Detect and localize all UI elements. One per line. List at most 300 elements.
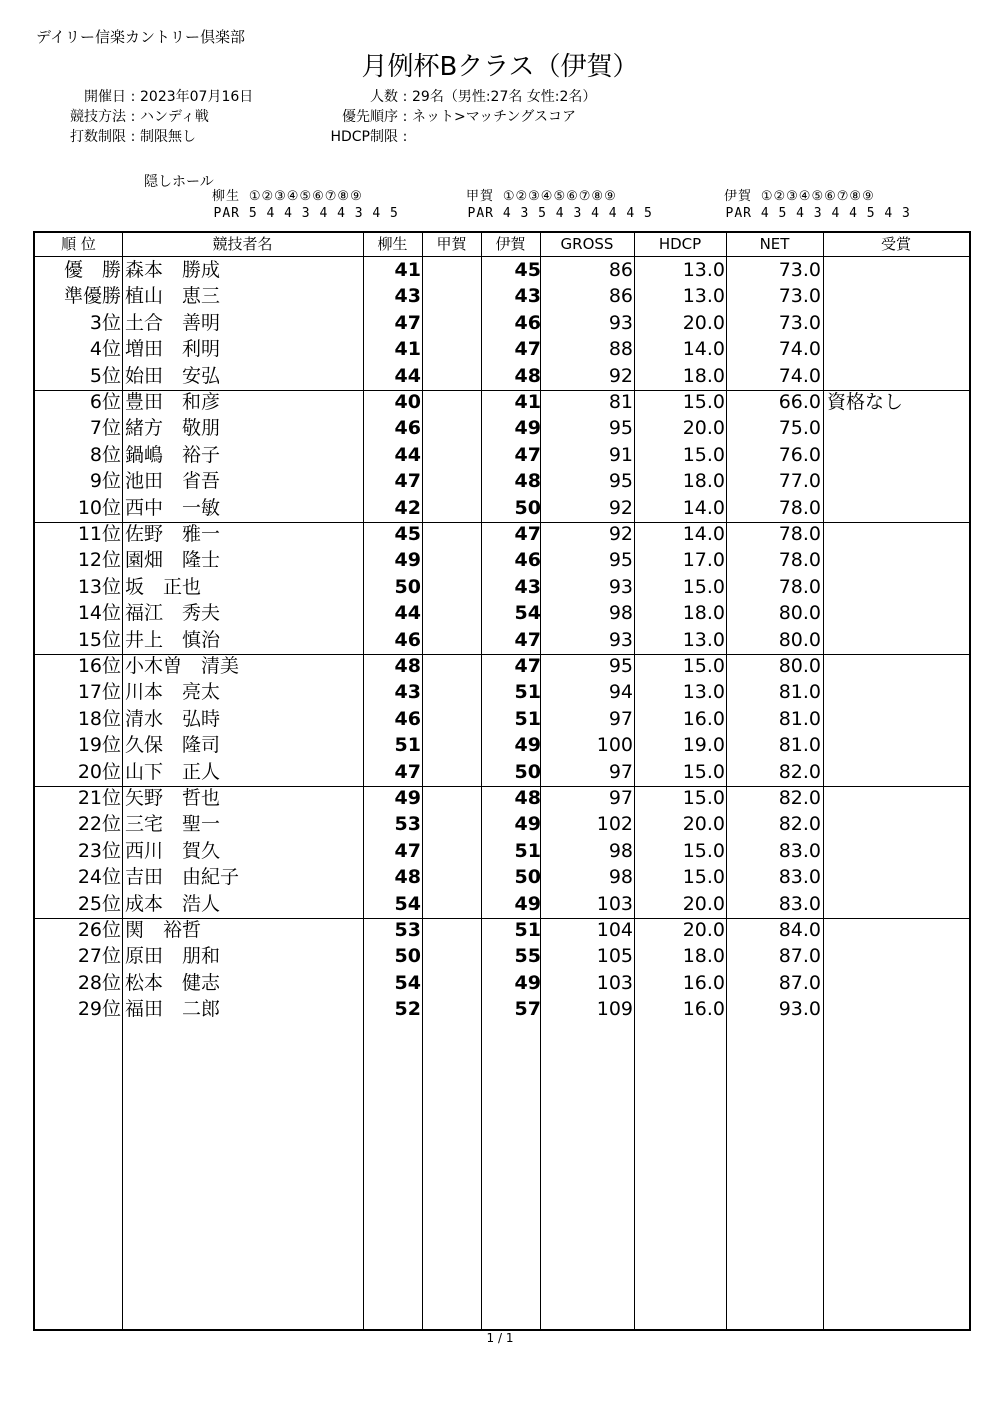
iga-score: 48: [514, 787, 541, 809]
table-row: [35, 627, 969, 653]
iga-score: 55: [514, 945, 541, 968]
gross-score: 95: [608, 470, 633, 493]
iga-score: 47: [514, 338, 541, 361]
yagyu-score: 53: [394, 813, 421, 836]
table-row: [35, 547, 969, 573]
yagyu-score: 47: [394, 470, 421, 493]
iga-score: 43: [514, 285, 541, 308]
award-cell: [827, 574, 971, 600]
rank-cell: 23位: [77, 839, 121, 862]
award-cell: [827, 732, 971, 758]
rank-cell: 5位: [89, 364, 121, 387]
gross-score: 86: [608, 259, 633, 281]
player-name: 成本 浩人: [125, 892, 221, 915]
iga-score: 43: [514, 575, 541, 598]
iga-score: 49: [514, 892, 541, 915]
player-name: 池田 省吾: [125, 470, 221, 493]
par-label: PAR: [467, 206, 494, 221]
yagyu-score: 44: [394, 364, 421, 387]
meta-label: HDCP制限: [330, 129, 398, 145]
rank-cell: 7位: [89, 417, 121, 440]
net-score: 74.0: [778, 364, 821, 387]
player-name: 森本 勝成: [125, 259, 221, 281]
hole-numbers: ①②③④⑤⑥⑦⑧⑨: [760, 189, 875, 204]
player-name: 植山 恵三: [125, 285, 221, 308]
award-cell: [827, 627, 971, 653]
header-koka: 甲賀: [436, 235, 467, 253]
award-cell: [827, 811, 971, 837]
hdcp-value: 15.0: [682, 391, 725, 413]
iga-score: 45: [514, 259, 541, 281]
net-score: 78.0: [778, 496, 821, 519]
net-score: 93.0: [778, 998, 821, 1021]
table-row: [35, 943, 969, 969]
course-name: 伊賀: [723, 189, 752, 204]
rank-cell: 19位: [77, 734, 121, 757]
player-name: 山下 正人: [125, 760, 221, 783]
rank-cell: 25位: [77, 892, 121, 915]
gross-score: 100: [596, 734, 633, 757]
hdcp-value: 13.0: [682, 285, 725, 308]
table-row: [35, 996, 969, 1022]
rank-cell: 9位: [89, 470, 121, 493]
hole-numbers: ①②③④⑤⑥⑦⑧⑨: [248, 189, 363, 204]
award-cell: [827, 943, 971, 969]
gross-score: 98: [608, 839, 633, 862]
hdcp-value: 17.0: [682, 549, 725, 572]
player-name: 豊田 和彦: [125, 391, 221, 413]
par-label: PAR: [725, 206, 752, 221]
iga-score: 47: [514, 628, 541, 651]
hdcp-value: 18.0: [682, 945, 725, 968]
net-score: 80.0: [778, 628, 821, 651]
player-name: 鍋嶋 裕子: [125, 443, 221, 466]
gross-score: 95: [608, 417, 633, 440]
net-score: 73.0: [778, 259, 821, 281]
gross-score: 94: [608, 681, 633, 704]
net-score: 80.0: [778, 602, 821, 625]
rank-cell: 22位: [77, 813, 121, 836]
table-row: [35, 574, 969, 600]
player-name: 西中 一敏: [125, 496, 221, 519]
yagyu-score: 51: [394, 734, 421, 757]
iga-score: 51: [514, 681, 541, 704]
gross-score: 98: [608, 602, 633, 625]
table-row: [35, 864, 969, 890]
yagyu-score: 49: [394, 549, 421, 572]
iga-score: 46: [514, 549, 541, 572]
yagyu-score: 43: [394, 285, 421, 308]
rank-cell: 10位: [77, 496, 121, 519]
yagyu-score: 44: [394, 443, 421, 466]
gross-score: 88: [608, 338, 633, 361]
hdcp-value: 15.0: [682, 787, 725, 809]
meta-hdcp-limit: HDCP制限 :: [300, 127, 596, 147]
table-row: [35, 706, 969, 732]
net-score: 74.0: [778, 338, 821, 361]
gross-score: 103: [596, 971, 633, 994]
yagyu-score: 50: [394, 945, 421, 968]
yagyu-score: 40: [394, 391, 421, 413]
iga-score: 48: [514, 364, 541, 387]
rank-cell: 12位: [77, 549, 121, 572]
course-name: 柳生: [211, 189, 240, 204]
rank-cell: 14位: [77, 602, 121, 625]
yagyu-score: 49: [394, 787, 421, 809]
table-row: [35, 653, 969, 679]
rank-cell: 13位: [77, 575, 121, 598]
yagyu-score: 52: [394, 998, 421, 1021]
table-row: [35, 811, 969, 837]
yagyu-score: 46: [394, 628, 421, 651]
iga-score: 49: [514, 417, 541, 440]
rank-cell: 優 勝: [63, 259, 121, 281]
iga-score: 47: [514, 523, 541, 545]
net-score: 81.0: [778, 707, 821, 730]
meta-date: 開催日 : 2023年07月16日: [48, 87, 253, 107]
group-divider: [35, 522, 969, 523]
table-row: [35, 917, 969, 943]
iga-score: 49: [514, 734, 541, 757]
hole-group-koka: [444, 188, 653, 222]
table-row: [35, 891, 969, 917]
table-row: [35, 336, 969, 362]
yagyu-score: 41: [394, 259, 421, 281]
table-row: [35, 415, 969, 441]
player-name: 川本 亮太: [125, 681, 221, 704]
header-hdcp: HDCP: [658, 235, 702, 253]
table-row: [35, 257, 969, 283]
iga-score: 54: [514, 602, 541, 625]
meta-priority: 優先順序 : ネット>マッチングスコア: [300, 107, 596, 127]
net-score: 80.0: [778, 655, 821, 677]
group-divider: [35, 654, 969, 655]
gross-score: 105: [596, 945, 633, 968]
meta-label: 開催日: [84, 89, 126, 105]
hdcp-value: 15.0: [682, 443, 725, 466]
hdcp-value: 15.0: [682, 866, 725, 889]
player-name: 土合 善明: [125, 311, 221, 334]
header-iga: 伊賀: [495, 235, 526, 253]
net-score: 73.0: [778, 311, 821, 334]
hole-group-yagyu: [180, 188, 399, 222]
net-score: 75.0: [778, 417, 821, 440]
hdcp-value: 16.0: [682, 971, 725, 994]
rank-cell: 21位: [77, 787, 121, 809]
player-name: 佐野 雅一: [125, 523, 221, 545]
rank-cell: 26位: [77, 919, 121, 941]
hdcp-value: 20.0: [682, 919, 725, 941]
hole-group-iga: [702, 188, 911, 222]
rank-cell: 24位: [77, 866, 121, 889]
rank-cell: 27位: [77, 945, 121, 968]
gross-score: 95: [608, 549, 633, 572]
yagyu-score: 46: [394, 707, 421, 730]
table-row: [35, 495, 969, 521]
club-name: デイリー信楽カントリー倶楽部: [36, 28, 245, 46]
net-score: 78.0: [778, 523, 821, 545]
hdcp-value: 13.0: [682, 681, 725, 704]
net-score: 82.0: [778, 760, 821, 783]
rank-cell: 3位: [89, 311, 121, 334]
iga-score: 47: [514, 443, 541, 466]
net-score: 81.0: [778, 681, 821, 704]
net-score: 84.0: [778, 919, 821, 941]
hdcp-value: 18.0: [682, 364, 725, 387]
rank-cell: 17位: [77, 681, 121, 704]
player-name: 緒方 敬朋: [125, 417, 221, 440]
meta-label: 打数制限: [70, 129, 126, 145]
gross-score: 98: [608, 866, 633, 889]
rank-cell: 16位: [77, 655, 121, 677]
award-cell: [827, 759, 971, 785]
yagyu-score: 42: [394, 496, 421, 519]
award-cell: [827, 600, 971, 626]
award-cell: [827, 653, 971, 679]
table-row: [35, 442, 969, 468]
hdcp-value: 15.0: [682, 575, 725, 598]
meta-stroke-limit: 打数制限 : 制限無し: [48, 127, 253, 147]
table-row: [35, 600, 969, 626]
table-row: [35, 759, 969, 785]
hdcp-value: 18.0: [682, 470, 725, 493]
player-name: 関 裕哲: [125, 919, 202, 941]
net-score: 83.0: [778, 839, 821, 862]
yagyu-score: 48: [394, 655, 421, 677]
iga-score: 51: [514, 707, 541, 730]
meta-value: ハンディ戦: [140, 109, 209, 125]
player-name: 井上 慎治: [125, 628, 221, 651]
iga-score: 50: [514, 496, 541, 519]
net-score: 76.0: [778, 443, 821, 466]
award-cell: [827, 917, 971, 943]
gross-score: 81: [608, 391, 633, 413]
yagyu-score: 47: [394, 839, 421, 862]
gross-score: 97: [608, 760, 633, 783]
rank-cell: 18位: [77, 707, 121, 730]
header-gross: GROSS: [560, 235, 614, 253]
net-score: 82.0: [778, 787, 821, 809]
net-score: 87.0: [778, 945, 821, 968]
hdcp-value: 16.0: [682, 998, 725, 1021]
gross-score: 97: [608, 707, 633, 730]
player-name: 松本 健志: [125, 971, 221, 994]
net-score: 78.0: [778, 549, 821, 572]
net-score: 83.0: [778, 866, 821, 889]
header-award: 受賞: [880, 235, 911, 253]
gross-score: 93: [608, 575, 633, 598]
player-name: 三宅 聖一: [125, 813, 221, 836]
rank-cell: 15位: [77, 628, 121, 651]
group-divider: [35, 918, 969, 919]
yagyu-score: 47: [394, 311, 421, 334]
header-name: 競技者名: [212, 235, 273, 253]
iga-score: 49: [514, 813, 541, 836]
yagyu-score: 44: [394, 602, 421, 625]
iga-score: 50: [514, 866, 541, 889]
iga-score: 51: [514, 839, 541, 862]
award-cell: [827, 838, 971, 864]
net-score: 78.0: [778, 575, 821, 598]
hdcp-value: 15.0: [682, 655, 725, 677]
meta-players: 人数 : 29名（男性:27名 女性:2名）: [300, 87, 596, 107]
award-cell: [827, 521, 971, 547]
yagyu-score: 45: [394, 523, 421, 545]
hdcp-value: 18.0: [682, 602, 725, 625]
meta-label: 競技方法: [70, 109, 126, 125]
hdcp-value: 20.0: [682, 892, 725, 915]
award-cell: 資格なし: [827, 391, 904, 413]
table-row: [35, 363, 969, 389]
award-cell: [827, 970, 971, 996]
yagyu-score: 53: [394, 919, 421, 941]
header-yagyu: 柳生: [377, 235, 408, 253]
gross-score: 92: [608, 523, 633, 545]
meta-value: 29名（男性:27名 女性:2名）: [412, 89, 597, 105]
gross-score: 91: [608, 443, 633, 466]
player-name: 福江 秀夫: [125, 602, 221, 625]
header-rank: 順 位: [61, 235, 96, 253]
award-cell: [827, 257, 971, 283]
meta-method: 競技方法 : ハンディ戦: [48, 107, 253, 127]
table-row: [35, 283, 969, 309]
award-cell: [827, 679, 971, 705]
player-name: 小木曽 清美: [125, 655, 240, 677]
gross-score: 104: [596, 919, 633, 941]
meta-value: 制限無し: [140, 129, 196, 145]
award-cell: [827, 310, 971, 336]
player-name: 坂 正也: [125, 575, 202, 598]
table-row: [35, 785, 969, 811]
yagyu-score: 54: [394, 971, 421, 994]
gross-score: 92: [608, 364, 633, 387]
page-title: 月例杯Bクラス（伊賀）: [361, 52, 639, 82]
player-name: 原田 朋和: [125, 945, 221, 968]
award-cell: [827, 864, 971, 890]
hdcp-value: 13.0: [682, 259, 725, 281]
player-name: 福田 二郎: [125, 998, 221, 1021]
gross-score: 95: [608, 655, 633, 677]
rank-cell: 8位: [89, 443, 121, 466]
net-score: 81.0: [778, 734, 821, 757]
meta-label: 優先順序: [342, 109, 398, 125]
iga-score: 46: [514, 311, 541, 334]
iga-score: 57: [514, 998, 541, 1021]
gross-score: 93: [608, 311, 633, 334]
table-row: [35, 389, 969, 415]
hdcp-value: 16.0: [682, 707, 725, 730]
table-row: [35, 838, 969, 864]
award-cell: [827, 547, 971, 573]
award-cell: [827, 891, 971, 917]
award-cell: [827, 442, 971, 468]
rank-cell: 28位: [77, 971, 121, 994]
par-values: 4 3 5 4 3 4 4 4 5: [502, 206, 653, 221]
iga-score: 41: [514, 391, 541, 413]
hdcp-value: 20.0: [682, 311, 725, 334]
meta-value: ネット>マッチングスコア: [412, 109, 577, 125]
award-cell: [827, 283, 971, 309]
rank-cell: 11位: [77, 523, 121, 545]
table-row: [35, 970, 969, 996]
player-name: 始田 安弘: [125, 364, 221, 387]
rank-cell: 20位: [77, 760, 121, 783]
hdcp-value: 20.0: [682, 813, 725, 836]
hdcp-value: 14.0: [682, 496, 725, 519]
net-score: 66.0: [778, 391, 821, 413]
hdcp-value: 19.0: [682, 734, 725, 757]
iga-score: 51: [514, 919, 541, 941]
hdcp-value: 15.0: [682, 760, 725, 783]
yagyu-score: 48: [394, 866, 421, 889]
net-score: 82.0: [778, 813, 821, 836]
course-name: 甲賀: [465, 189, 494, 204]
par-values: 5 4 4 3 4 4 3 4 5: [248, 206, 399, 221]
gross-score: 102: [596, 813, 633, 836]
yagyu-score: 50: [394, 575, 421, 598]
group-divider: [35, 786, 969, 787]
net-score: 83.0: [778, 892, 821, 915]
rank-cell: 6位: [89, 391, 121, 413]
meta-left: [48, 87, 253, 147]
group-divider: [35, 390, 969, 391]
page-number: 1 / 1: [486, 1331, 514, 1345]
net-score: 87.0: [778, 971, 821, 994]
gross-score: 103: [596, 892, 633, 915]
award-cell: [827, 495, 971, 521]
meta-right: [300, 87, 596, 147]
table-row: [35, 732, 969, 758]
player-name: 増田 利明: [125, 338, 221, 361]
hdcp-value: 14.0: [682, 523, 725, 545]
yagyu-score: 54: [394, 892, 421, 915]
table-row: [35, 310, 969, 336]
hdcp-value: 15.0: [682, 839, 725, 862]
hole-numbers: ①②③④⑤⑥⑦⑧⑨: [502, 189, 617, 204]
meta-label: 人数: [370, 89, 398, 105]
gross-score: 97: [608, 787, 633, 809]
award-cell: [827, 415, 971, 441]
award-cell: [827, 785, 971, 811]
gross-score: 92: [608, 496, 633, 519]
yagyu-score: 43: [394, 681, 421, 704]
table-row: [35, 521, 969, 547]
player-name: 清水 弘時: [125, 707, 221, 730]
table-row: [35, 468, 969, 494]
rank-cell: 4位: [89, 338, 121, 361]
gross-score: 86: [608, 285, 633, 308]
header-net: NET: [759, 235, 790, 253]
par-values: 4 5 4 3 4 4 5 4 3: [760, 206, 911, 221]
par-label: PAR: [213, 206, 240, 221]
iga-score: 48: [514, 470, 541, 493]
net-score: 77.0: [778, 470, 821, 493]
yagyu-score: 46: [394, 417, 421, 440]
table-row: [35, 679, 969, 705]
iga-score: 49: [514, 971, 541, 994]
player-name: 吉田 由紀子: [125, 866, 240, 889]
yagyu-score: 47: [394, 760, 421, 783]
player-name: 久保 隆司: [125, 734, 221, 757]
hdcp-value: 20.0: [682, 417, 725, 440]
hidden-hole-label: 隠しホール: [144, 174, 214, 190]
player-name: 園畑 隆士: [125, 549, 221, 572]
rank-cell: 29位: [77, 998, 121, 1021]
award-cell: [827, 996, 971, 1022]
hdcp-value: 14.0: [682, 338, 725, 361]
award-cell: [827, 468, 971, 494]
net-score: 73.0: [778, 285, 821, 308]
